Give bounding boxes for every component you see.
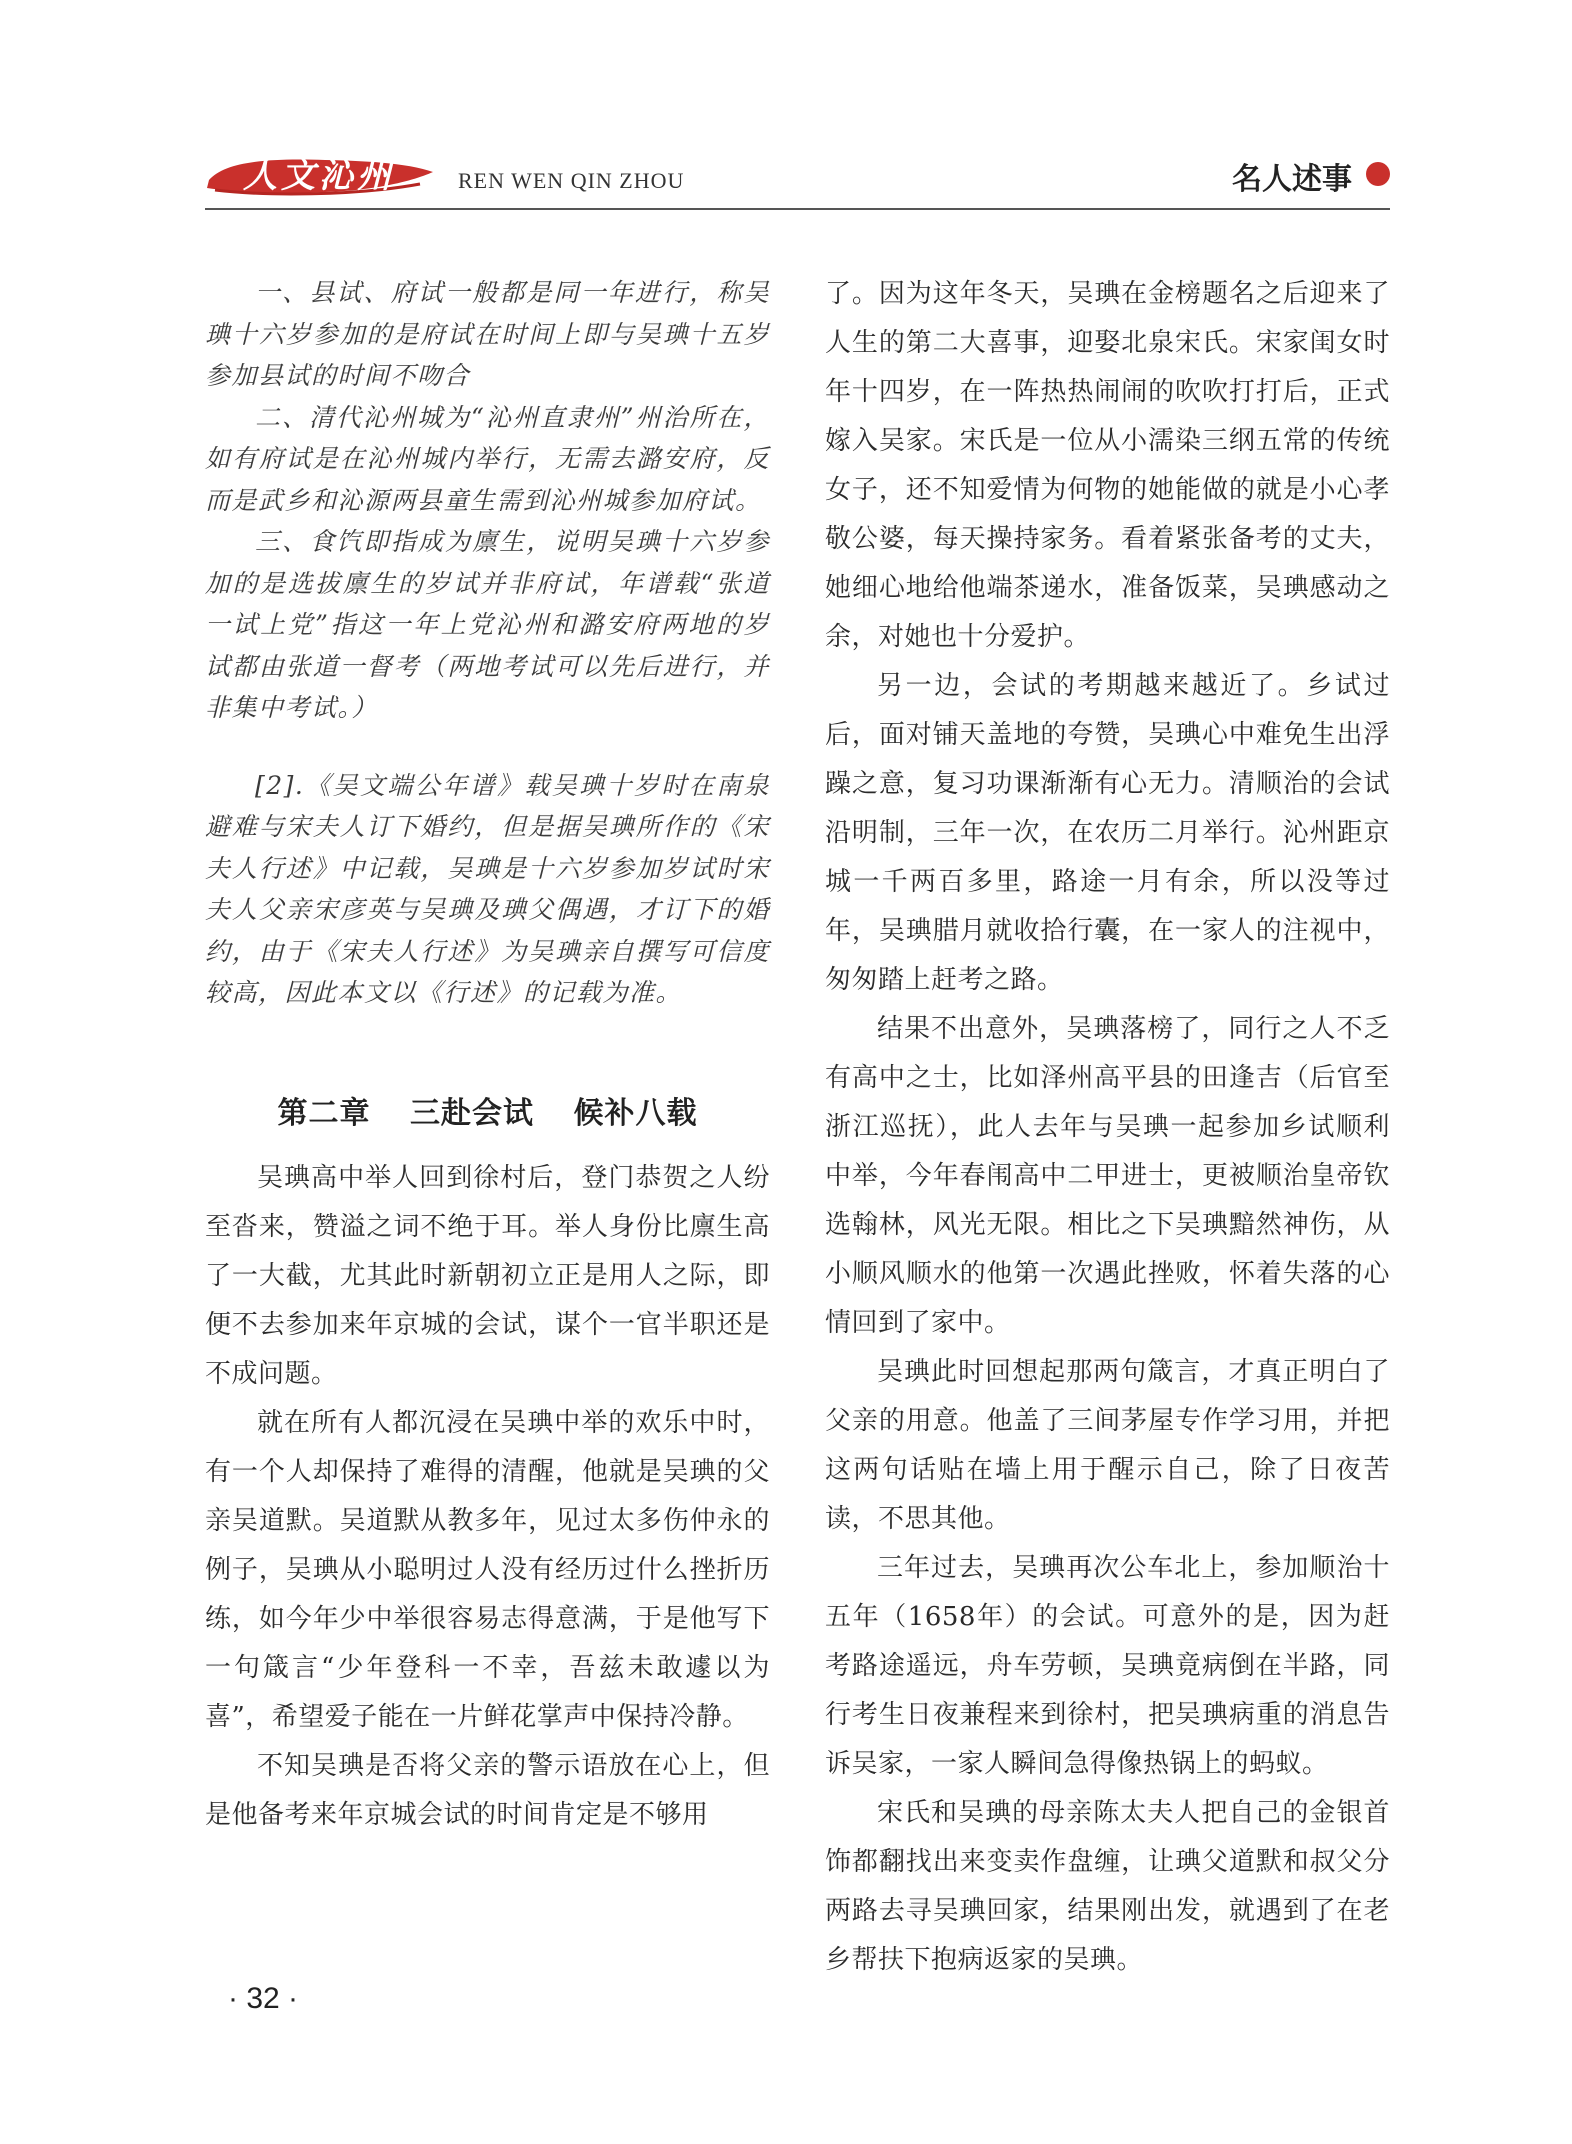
header-pinyin: REN WEN QIN ZHOU [458,168,685,193]
body-paragraph: 三年过去，吴琠再次公车北上，参加顺治十五年（1658年）的会试。可意外的是，因为赶考路途遥远，舟车劳顿，吴琠竟病倒在半路，同行考生日夜兼程来到徐村，把吴琠病重的消息告诉吴家，一家人瞬间急得像热锅上的蚂蚁。 [825,1553,1390,1779]
right-body-text [825,270,1390,1985]
section-label: 名人述事 [1232,162,1352,197]
left-body-text [205,1154,770,1840]
page-header [205,140,1390,210]
footnote: [2].《吴文端公年谱》载吴琠十岁时在南泉避难与宋夫人订下婚约，但是据吴琠所作的《宋夫人行述》中记载，吴琠是十六岁参加岁试时宋夫人父亲宋彦英与吴琠及琠父偶遇，才订下的婚约，由于《宋夫人行述》为吴琠亲自撰写可信度较高，因此本文以《行述》的记载为准。 [205,770,770,1007]
body-paragraph: 另一边，会试的考期越来越近了。乡试过后，面对铺天盖地的夸赞，吴琠心中难免生出浮躁之意，复习功课渐渐有心无力。清顺治的会试沿明制，三年一次，在农历二月举行。沁州距京城一千两百多里，路途一月有余，所以没等过年，吴琠腊月就收拾行囊，在一家人的注视中，匆匆踏上赶考之路。 [825,671,1390,995]
chapter-title-part2: 候补八载 [573,1095,698,1131]
chapter-number: 第二章 [277,1095,371,1131]
red-dot-icon [1366,162,1390,186]
chapter-heading [205,1088,770,1132]
logo-title: 人文沁州 [243,156,395,196]
body-paragraph: 宋氏和吴琠的母亲陈太夫人把自己的金银首饰都翻找出来变卖作盘缠，让琠父道默和叔父分两路去寻吴琠回家，结果刚出发，就遇到了在老乡帮扶下抱病返家的吴琠。 [825,1798,1390,1975]
body-paragraph: 不知吴琠是否将父亲的警示语放在心上，但是他备考来年京城会试的时间肯定是不够用 [205,1750,770,1830]
right-column [825,270,1390,1985]
body-paragraph: 吴琠此时回想起那两句箴言，才真正明白了父亲的用意。他盖了三间茅屋专作学习用，并把这两句话贴在墙上用于醒示自己，除了日夜苦读，不思其他。 [825,1357,1390,1534]
note-paragraph: 一、县试、府试一般都是同一年进行，称吴琠十六岁参加的是府试在时间上即与吴琠十五岁参加县试的时间不吻合 [205,278,770,390]
header-divider [205,208,1390,210]
body-paragraph: 就在所有人都沉浸在吴琠中举的欢乐中时，有一个人却保持了难得的清醒，他就是吴琠的父亲吴道默。吴道默从教多年，见过太多伤仲永的例子，吴琠从小聪明过人没有经历过什么挫折历练，如今年少中举很容易志得意满，于是他写下一句箴言“少年登科一不幸，吾兹未敢遽以为喜”，希望爱子能在一片鲜花掌声中保持冷静。 [205,1407,770,1732]
notes-block [205,272,770,1014]
body-paragraph: 结果不出意外，吴琠落榜了，同行之人不乏有高中之士，比如泽州高平县的田逢吉（后官至浙江巡抚），此人去年与吴琠一起参加乡试顺利中举，今年春闱高中二甲进士，更被顺治皇帝钦选翰林，风光无限。相比之下吴琠黯然神伤，从小顺风顺水的他第一次遇此挫败，怀着失落的心情回到了家中。 [825,1014,1390,1338]
chapter-title-part1: 三赴会试 [410,1095,534,1131]
note-paragraph: 二、清代沁州城为“沁州直隶州”州治所在，如有府试是在沁州城内举行，无需去潞安府，反而是武乡和沁源两县童生需到沁州城参加府试。 [205,402,770,515]
body-paragraph-continued: 了。因为这年冬天，吴琠在金榜题名之后迎来了人生的第二大喜事，迎娶北泉宋氏。宋家闺女时年十四岁，在一阵热热闹闹的吹吹打打后，正式嫁入吴家。宋氏是一位从小濡染三纲五常的传统女子，还不知爱情为何物的她能做的就是小心孝敬公婆，每天操持家务。看着紧张备考的丈夫，她细心地给他端茶递水，准备饭菜，吴琠感动之余，对她也十分爱护。 [825,279,1390,652]
page-number: · 32 · [228,1982,299,2015]
body-paragraph: 吴琠高中举人回到徐村后，登门恭贺之人纷至沓来，赞溢之词不绝于耳。举人身份比廪生高了一大截，尤其此时新朝初立正是用人之际，即便不去参加来年京城的会试，谋个一官半职还是不成问题。 [205,1162,770,1389]
left-column [205,272,770,1840]
note-paragraph: 三、食饩即指成为廪生，说明吴琠十六岁参加的是选拔廪生的岁试并非府试，年谱载“张道一试上党”指这一年上党沁州和潞安府两地的岁试都由张道一督考（两地考试可以先后进行，并非集中考试。） [205,527,770,722]
